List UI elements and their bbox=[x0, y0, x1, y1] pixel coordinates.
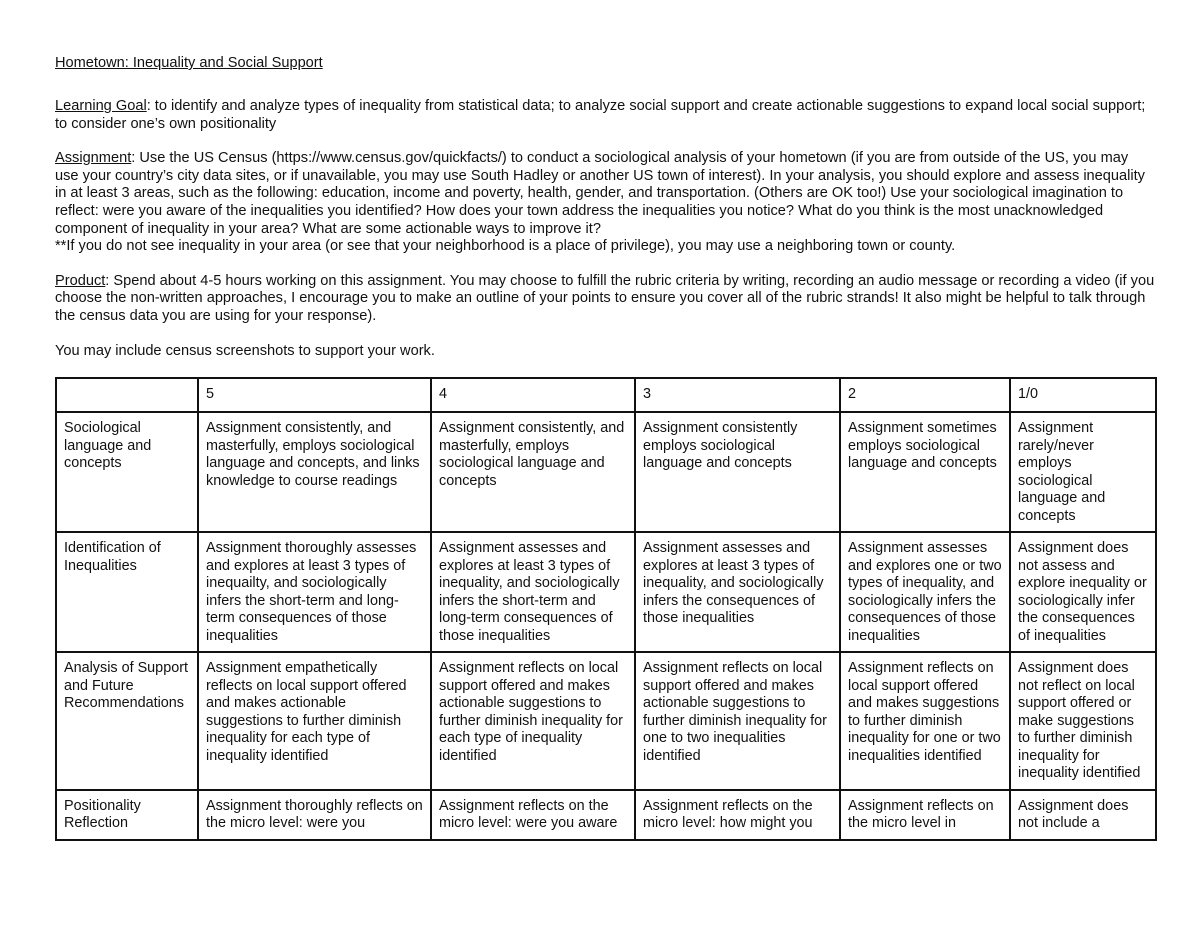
document-body bbox=[55, 55, 1155, 360]
rubric-cell: Assignment consistently employs sociological language and concepts bbox=[635, 412, 840, 532]
rubric-cell: Assignment reflects on the micro level: were you aware bbox=[431, 790, 635, 840]
rubric-cell: Assignment reflects on local support offered and makes suggestions to further diminish inequality for one or two inequalities identified bbox=[840, 652, 1010, 790]
rubric-header-cell bbox=[56, 378, 198, 412]
rubric-criterion-cell: Identification of Inequalities bbox=[56, 532, 198, 652]
rubric-cell: Assignment rarely/never employs sociological language and concepts bbox=[1010, 412, 1156, 532]
rubric-cell: Assignment thoroughly assesses and explores at least 3 types of inequailty, and sociologically infers the short-term and long-term consequences of those inequalities bbox=[198, 532, 431, 652]
learning-goal-paragraph bbox=[55, 98, 1155, 133]
rubric-cell: Assignment reflects on local support offered and makes actionable suggestions to further diminish inequality for one to two inequalities identified bbox=[635, 652, 840, 790]
rubric-criterion-cell: Sociological language and concepts bbox=[56, 412, 198, 532]
product-text: : Spend about 4-5 hours working on this assignment. You may choose to fulfill the rubric criteria by writing, recording an audio message or recording a video (if you choose the non-written approaches, I encourage you to make an outline of your points to ensure you cover all of the rubric strands! It also might be helpful to talk through the census data you are using for your response). bbox=[55, 272, 1155, 324]
rubric-table bbox=[55, 377, 1157, 841]
rubric-cell: Assignment does not include a bbox=[1010, 790, 1156, 840]
assignment-note: **If you do not see inequality in your area (or see that your neighborhood is a place of privilege), you may use a neighboring town or county. bbox=[55, 238, 956, 255]
rubric-header-cell: 5 bbox=[198, 378, 431, 412]
rubric-cell: Assignment consistently, and masterfully, employs sociological language and concepts, and links knowledge to course readings bbox=[198, 412, 431, 532]
rubric-cell: Assignment reflects on the micro level in bbox=[840, 790, 1010, 840]
rubric-header-cell: 1/0 bbox=[1010, 378, 1156, 412]
rubric-criterion-cell: Analysis of Support and Future Recommendations bbox=[56, 652, 198, 790]
document-title: Hometown: Inequality and Social Support bbox=[55, 55, 323, 71]
rubric-header-row bbox=[56, 378, 1156, 412]
product-paragraph bbox=[55, 273, 1155, 326]
rubric-cell: Assignment sometimes employs sociological language and concepts bbox=[840, 412, 1010, 532]
rubric-row bbox=[56, 790, 1156, 840]
rubric-row bbox=[56, 652, 1156, 790]
rubric-cell: Assignment thoroughly reflects on the micro level: were you bbox=[198, 790, 431, 840]
rubric-cell: Assignment empathetically reflects on local support offered and makes actionable suggestions to further diminish inequality for each type of inequality identified bbox=[198, 652, 431, 790]
rubric-cell: Assignment does not assess and explore inequality or sociologically infer the consequences of inequalities bbox=[1010, 532, 1156, 652]
product-label: Product bbox=[55, 272, 106, 289]
rubric-cell: Assignment reflects on the micro level: how might you bbox=[635, 790, 840, 840]
rubric-cell: Assignment does not reflect on local support offered or make suggestions to further diminish inequality for inequality identified bbox=[1010, 652, 1156, 790]
rubric-cell: Assignment assesses and explores at least 3 types of inequality, and sociologically infers the short-term and long-term consequences of those inequalities bbox=[431, 532, 635, 652]
rubric-header-cell: 3 bbox=[635, 378, 840, 412]
rubric-cell: Assignment reflects on local support offered and makes actionable suggestions to further diminish inequality for each type of inequality identified bbox=[431, 652, 635, 790]
assignment-label: Assignment bbox=[55, 150, 132, 167]
rubric-criterion-cell: Positionality Reflection bbox=[56, 790, 198, 840]
assignment-paragraph bbox=[55, 150, 1155, 238]
rubric-cell: Assignment assesses and explores at least 3 types of inequality, and sociologically infers the consequences of those inequalities bbox=[635, 532, 840, 652]
learning-goal-label: Learning Goal bbox=[55, 98, 147, 114]
rubric-row bbox=[56, 412, 1156, 532]
rubric-cell: Assignment consistently, and masterfully, employs sociological language and concepts bbox=[431, 412, 635, 532]
rubric-header-cell: 2 bbox=[840, 378, 1010, 412]
screenshots-note: You may include census screenshots to support your work. bbox=[55, 342, 435, 359]
rubric-row bbox=[56, 532, 1156, 652]
assignment-text: : Use the US Census (https://www.census.gov/quickfacts/) to conduct a sociological analysis of your hometown (if you are from outside of the US, you may use your country’s city data sites, or if unavailable, you may use South Hadley or another US town of interest). In your analysis, you should explore and assess inequality in at least 3 areas, such as the following: education, income and poverty, health, gender, and transportation. (Others are OK too!) Use your sociological imagination to reflect: were you aware of the inequalities you identified? How does your town address the inequalities you notice? What do you think is the most unacknowledged component of inequality in your area? What are some actionable ways to improve it? bbox=[55, 150, 1145, 237]
rubric-cell: Assignment assesses and explores one or two types of inequality, and sociologically infers the consequences of those inequalities bbox=[840, 532, 1010, 652]
learning-goal-text: : to identify and analyze types of inequality from statistical data; to analyze social support and create actionable suggestions to expand local social support; to consider one’s own positionality bbox=[55, 98, 1146, 132]
rubric-header-cell: 4 bbox=[431, 378, 635, 412]
